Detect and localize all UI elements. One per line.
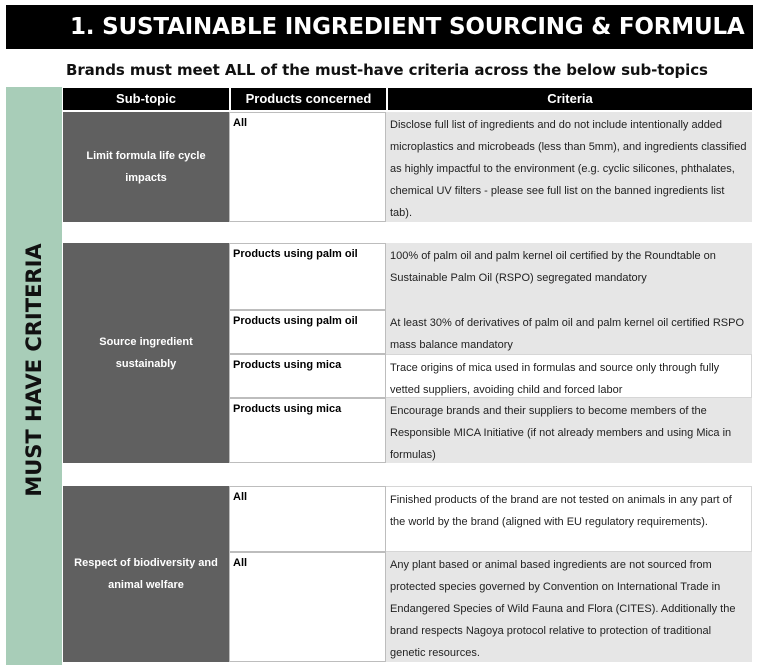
products-cell: All xyxy=(229,112,386,222)
criteria-cell: Any plant based or animal based ingredients are not sourced from protected species governed by Convention on International Trade in Endangered Species of Wild Fauna and Flora (CITES). Additionally the brand respects Nagoya protocol relative to protection of traditional genetic resources. xyxy=(386,552,752,662)
products-cell: Products using palm oil xyxy=(229,310,386,354)
products-cell: Products using mica xyxy=(229,354,386,398)
products-cell: All xyxy=(229,552,386,662)
criteria-cell: 100% of palm oil and palm kernel oil certified by the Roundtable on Sustainable Palm Oil (RSPO) segregated mandatory xyxy=(386,243,752,310)
criteria-cell: Trace origins of mica used in formulas and source only through fully vetted suppliers, avoiding child and forced labor xyxy=(386,354,752,398)
criteria-cell: At least 30% of derivatives of palm oil and palm kernel oil certified RSPO mass balance mandatory xyxy=(386,310,752,354)
criteria-cell: Disclose full list of ingredients and do not include intentionally added microplastics and microbeads (less than 5mm), and ingredients classified as highly impactful to the environment (e.g. cyclic silicones, phthalates, chemical UV filters - please see full list on the banned ingredients list tab). xyxy=(386,112,752,222)
header-criteria: Criteria xyxy=(387,88,752,110)
header-subtopic: Sub-topic xyxy=(63,88,229,110)
products-cell: Products using mica xyxy=(229,398,386,463)
header-products: Products concerned xyxy=(230,88,386,110)
subtopic-biodiversity-animal-welfare: Respect of biodiversity and animal welfare xyxy=(63,486,229,662)
criteria-cell: Encourage brands and their suppliers to become members of the Responsible MICA Initiative (if not already members and using Mica in formulas) xyxy=(386,398,752,463)
section-subtitle: Brands must meet ALL of the must-have criteria across the below sub-topics xyxy=(66,61,708,79)
subtopic-source-sustainably: Source ingredient sustainably xyxy=(63,243,229,463)
subtopic-limit-life-cycle: Limit formula life cycle impacts xyxy=(63,112,229,222)
section-title: 1. SUSTAINABLE INGREDIENT SOURCING & FORMULA xyxy=(6,5,753,49)
criteria-cell: Finished products of the brand are not tested on animals in any part of the world by the brand (aligned with EU regulatory requirements). xyxy=(386,486,752,552)
products-cell: All xyxy=(229,486,386,552)
products-cell: Products using palm oil xyxy=(229,243,386,310)
must-have-label: MUST HAVE CRITERIA xyxy=(22,243,46,497)
